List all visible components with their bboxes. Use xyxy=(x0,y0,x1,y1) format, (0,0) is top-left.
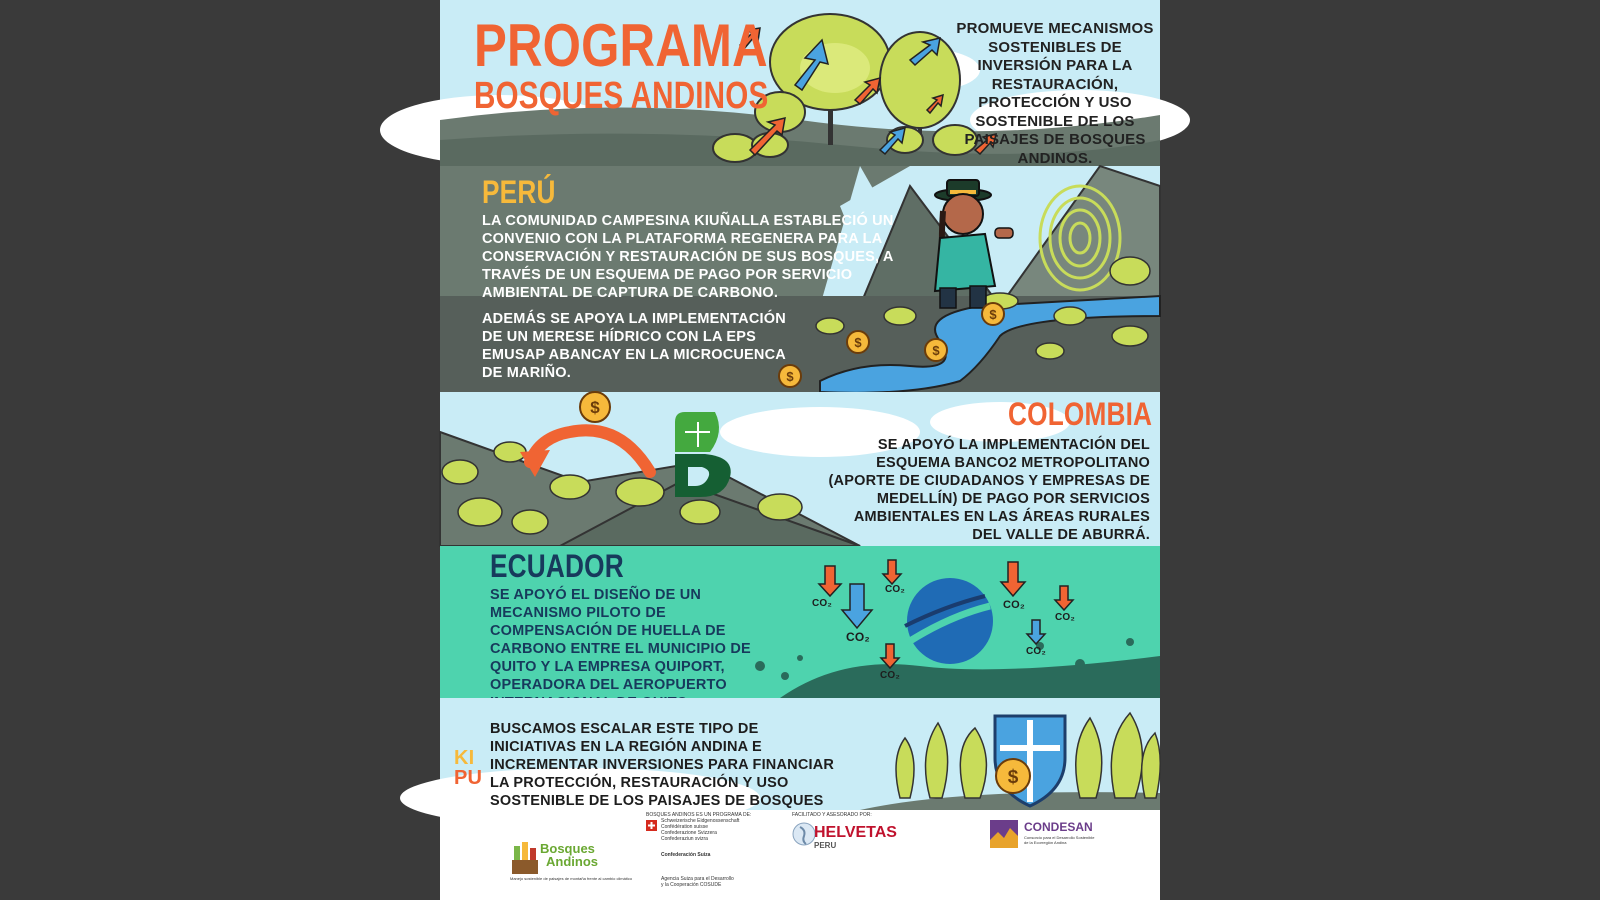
page-title: PROGRAMA xyxy=(474,12,768,79)
coin-icon xyxy=(925,339,947,361)
ecuador-section xyxy=(440,546,1160,698)
condesan-tagline: Consorcio para el Desarrollo Sostenible xyxy=(1024,835,1095,840)
coin-icon xyxy=(580,392,610,422)
swiss-confederation-label: Confederación Suiza xyxy=(661,852,711,858)
closing-section xyxy=(440,698,1160,810)
condesan-icon xyxy=(990,820,1018,848)
banco2-logo-icon xyxy=(675,412,731,497)
swiss-line: Confederaziun svizra xyxy=(661,836,708,842)
bosques-andinos-name-1: Bosques xyxy=(540,841,595,856)
peru-text: LA COMUNIDAD CAMPESINA KIUÑALLA ESTABLECIÓ UN CONVENIO CON LA PLATAFORMA REGENERA PARA LA CONSERVACIÓN Y RESTAURACIÓN DE SUS BOSQUES, A TRAVÉS DE UN ESQUEMA DE PAGO POR SERVICIO AMBIENTAL DE CAPTURA DE CARBONO. xyxy=(482,213,894,301)
swiss-line: Confédération suisse xyxy=(661,824,708,830)
svg-text:$: $ xyxy=(854,335,862,350)
co2-label: CO₂ xyxy=(1003,599,1025,611)
quiport-logo-icon xyxy=(905,578,993,664)
colombia-text: SE APOYÓ LA IMPLEMENTACIÓN DEL ESQUEMA BANCO2 METROPOLITANO (APORTE DE CIUDADANOS Y EMPRESAS DE MEDELLÍN) DE PAGO POR SERVICIOS AMBIENTALES EN LAS ÁREAS RURALES DEL VALLE DE ABURRÁ. xyxy=(828,437,1150,543)
swiss-cooperation-logo xyxy=(646,810,766,900)
infographic-poster xyxy=(440,0,1160,900)
closing-text: BUSCAMOS ESCALAR ESTE TIPO DE INICIATIVAS EN LA REGIÓN ANDINA E INCREMENTAR INVERSIONES PARA FINANCIAR LA PROTECCIÓN, RESTAURACIÓN Y USO SOSTENIBLE DE LOS PAISAJES DE BOSQUES xyxy=(490,721,835,809)
ecuador-text: SE APOYÓ EL DISEÑO DE UN MECANISMO PILOTO DE COMPENSACIÓN DE HUELLA DE CARBONO ENTRE EL MUNICIPIO DE QUITO Y LA EMPRESA QUIPORT, OPERADORA DEL AEROPUERTO xyxy=(490,587,751,693)
co2-label: CO₂ xyxy=(1026,646,1047,657)
peru-section xyxy=(440,166,1160,392)
co2-label: CO₂ xyxy=(885,584,906,595)
svg-text:$: $ xyxy=(989,307,997,322)
swiss-lines xyxy=(661,818,739,842)
coin-icon xyxy=(996,759,1030,793)
swiss-line: Schweizerische Eidgenossenschaft xyxy=(661,818,740,824)
condesan-tagline: de la Ecorregión Andina xyxy=(1024,840,1067,845)
coin-icon xyxy=(982,303,1004,325)
peru-heading: PERÚ xyxy=(482,174,556,210)
helvetas-name: HELVETAS xyxy=(814,824,897,841)
swiss-header: BOSQUES ANDINOS ES UN PROGRAMA DE: xyxy=(646,812,752,818)
svg-text:$: $ xyxy=(786,369,794,384)
swiss-flag-icon xyxy=(646,820,657,831)
bosques-andinos-icon xyxy=(510,840,540,876)
footer-logos xyxy=(440,810,1160,900)
kipu-bottom: PU xyxy=(454,767,483,789)
co2-label: CO₂ xyxy=(812,598,833,609)
colombia-heading: COLOMBIA xyxy=(1008,396,1153,432)
bosques-andinos-tagline: Manejo sostenible de paisajes de montaña frente al cambio climático xyxy=(510,876,633,881)
condesan-name: CONDESAN xyxy=(1024,820,1093,834)
svg-text:$: $ xyxy=(590,398,600,417)
co2-label: CO₂ xyxy=(1055,612,1076,623)
bosques-andinos-name-2: Andinos xyxy=(546,854,598,869)
swiss-agency-line: y la Cooperación COSUDE xyxy=(661,882,722,888)
coin-icon xyxy=(847,331,869,353)
intro-text: PROMUEVE MECANISMOS SOSTENIBLES DE INVERSIÓN PARA LA RESTAURACIÓN, PROTECCIÓN Y USO SOSTENIBLE DE LOS PAISAJES DE BOSQUES ANDINOS. xyxy=(956,20,1154,167)
condesan-logo xyxy=(990,818,1110,858)
svg-text:$: $ xyxy=(1007,767,1019,788)
kipu-top: KI xyxy=(454,747,475,769)
co2-label: CO₂ xyxy=(880,670,901,681)
co2-label: CO₂ xyxy=(846,630,870,644)
svg-text:$: $ xyxy=(932,343,940,358)
colombia-section xyxy=(440,392,1160,546)
header-section xyxy=(440,0,1160,166)
globe-icon xyxy=(792,822,816,846)
peru-text-secondary: ADEMÁS SE APOYA LA IMPLEMENTACIÓN DE UN MERESE HÍDRICO CON LA EPS EMUSAP ABANCAY EN LA MICROCUENCA DE MARIÑO. xyxy=(482,311,786,381)
page-subtitle: BOSQUES ANDINOS xyxy=(474,75,769,117)
helvetas-header: FACILITADO Y ASESORADO POR: xyxy=(792,812,872,818)
bosques-andinos-logo xyxy=(510,836,633,884)
swiss-line: Confederazione Svizzera xyxy=(661,830,717,836)
kipu-logo xyxy=(454,748,482,788)
swiss-agency-line: Agencia Suiza para el Desarrollo xyxy=(661,876,734,882)
helvetas-country: PERU xyxy=(814,841,837,850)
ecuador-heading: ECUADOR xyxy=(490,548,624,584)
helvetas-logo xyxy=(792,810,912,870)
